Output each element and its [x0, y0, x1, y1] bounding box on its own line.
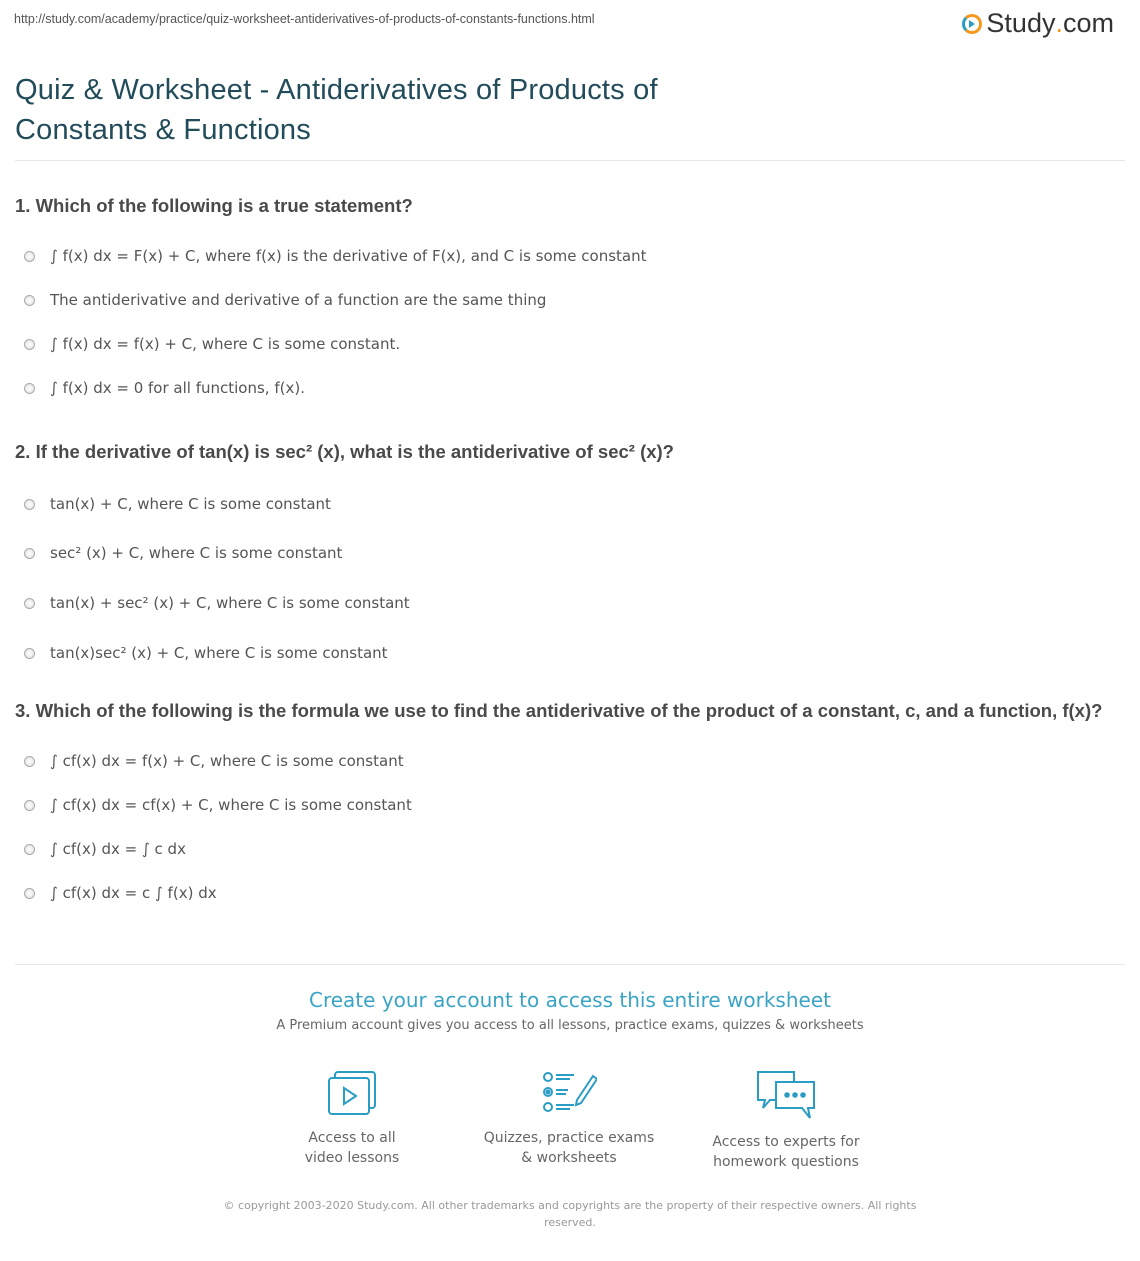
divider: [15, 160, 1125, 161]
option-label: ∫ cf(x) dx = ∫ c dx: [50, 840, 186, 858]
option-label: tan(x)sec² (x) + C, where C is some constant: [50, 644, 388, 662]
answer-option[interactable]: [15, 783, 1110, 827]
option-label: The antiderivative and derivative of a function are the same thing: [50, 291, 547, 309]
feature-line: Access to all: [308, 1130, 396, 1146]
quiz-icon: [541, 1070, 597, 1116]
answer-option[interactable]: [15, 278, 1110, 322]
radio-button[interactable]: [24, 251, 35, 262]
option-label: ∫ cf(x) dx = cf(x) + C, where C is some constant: [50, 796, 412, 814]
logo-tld: com: [1062, 8, 1114, 38]
answer-option[interactable]: [15, 871, 1110, 915]
option-label: ∫ f(x) dx = f(x) + C, where C is some constant.: [50, 335, 401, 353]
radio-button[interactable]: [24, 295, 35, 306]
feature-line: Access to experts for: [712, 1134, 860, 1150]
radio-button[interactable]: [24, 756, 35, 767]
option-label: tan(x) + C, where C is some constant: [50, 495, 331, 513]
logo-dot: .: [1055, 8, 1063, 38]
cta-subtitle: A Premium account gives you access to all lessons, practice exams, quizzes & worksheets: [276, 1018, 864, 1033]
radio-button[interactable]: [24, 339, 35, 350]
feature-quizzes: [469, 1070, 669, 1168]
radio-button[interactable]: [24, 598, 35, 609]
copyright: © copyright 2003-2020 Study.com. All other trademarks and copyrights are the property of their respective owners. All rights reserved.: [223, 1199, 917, 1229]
radio-button[interactable]: [24, 844, 35, 855]
divider: [15, 964, 1125, 965]
answer-option[interactable]: [15, 528, 1110, 578]
study-logo[interactable]: [962, 8, 1114, 39]
feature-video: [252, 1070, 452, 1168]
answer-option[interactable]: [15, 322, 1110, 366]
question-1: [15, 192, 1110, 410]
feature-line: video lessons: [304, 1150, 400, 1166]
feature-line: & worksheets: [521, 1150, 617, 1166]
page-url: http://study.com/academy/practice/quiz-worksheet-antiderivatives-of-products-of-constants-functions.html: [14, 12, 595, 26]
option-label: sec² (x) + C, where C is some constant: [50, 544, 343, 562]
video-icon: [327, 1070, 377, 1116]
answer-option[interactable]: [15, 628, 1110, 678]
answer-option[interactable]: [15, 739, 1110, 783]
answer-option[interactable]: [15, 827, 1110, 871]
option-label: ∫ f(x) dx = F(x) + C, where f(x) is the derivative of F(x), and C is some constant: [50, 247, 647, 265]
radio-button[interactable]: [24, 648, 35, 659]
answer-option[interactable]: [15, 480, 1110, 528]
radio-button[interactable]: [24, 888, 35, 899]
feature-line: homework questions: [713, 1154, 859, 1170]
option-label: ∫ cf(x) dx = f(x) + C, where C is some constant: [50, 752, 404, 770]
feature-experts: [686, 1070, 886, 1172]
radio-button[interactable]: [24, 800, 35, 811]
question-3: [15, 697, 1110, 915]
play-logo-icon: [962, 14, 982, 34]
page-title: Quiz & Worksheet - Antiderivatives of Products of Constants & Functions: [15, 74, 658, 146]
option-label: ∫ f(x) dx = 0 for all functions, f(x).: [50, 379, 305, 397]
radio-button[interactable]: [24, 499, 35, 510]
answer-option[interactable]: [15, 366, 1110, 410]
radio-button[interactable]: [24, 548, 35, 559]
question-2: [15, 438, 1110, 678]
question-text: 2. If the derivative of tan(x) is sec² (x), what is the antiderivative of sec² (x)?: [15, 441, 674, 462]
answer-option[interactable]: [15, 578, 1110, 628]
question-text: 1. Which of the following is a true statement?: [15, 195, 413, 216]
chat-icon: [754, 1070, 818, 1120]
answer-option[interactable]: [15, 234, 1110, 278]
option-label: tan(x) + sec² (x) + C, where C is some constant: [50, 594, 410, 612]
question-text: 3. Which of the following is the formula we use to find the antiderivative of the product of a constant, c, and a function, f(x)?: [15, 700, 1103, 721]
radio-button[interactable]: [24, 383, 35, 394]
feature-line: Quizzes, practice exams: [483, 1130, 655, 1146]
logo-text: Study: [986, 8, 1056, 38]
option-label: ∫ cf(x) dx = c ∫ f(x) dx: [50, 884, 217, 902]
create-account-link[interactable]: Create your account to access this entire worksheet: [309, 988, 831, 1012]
